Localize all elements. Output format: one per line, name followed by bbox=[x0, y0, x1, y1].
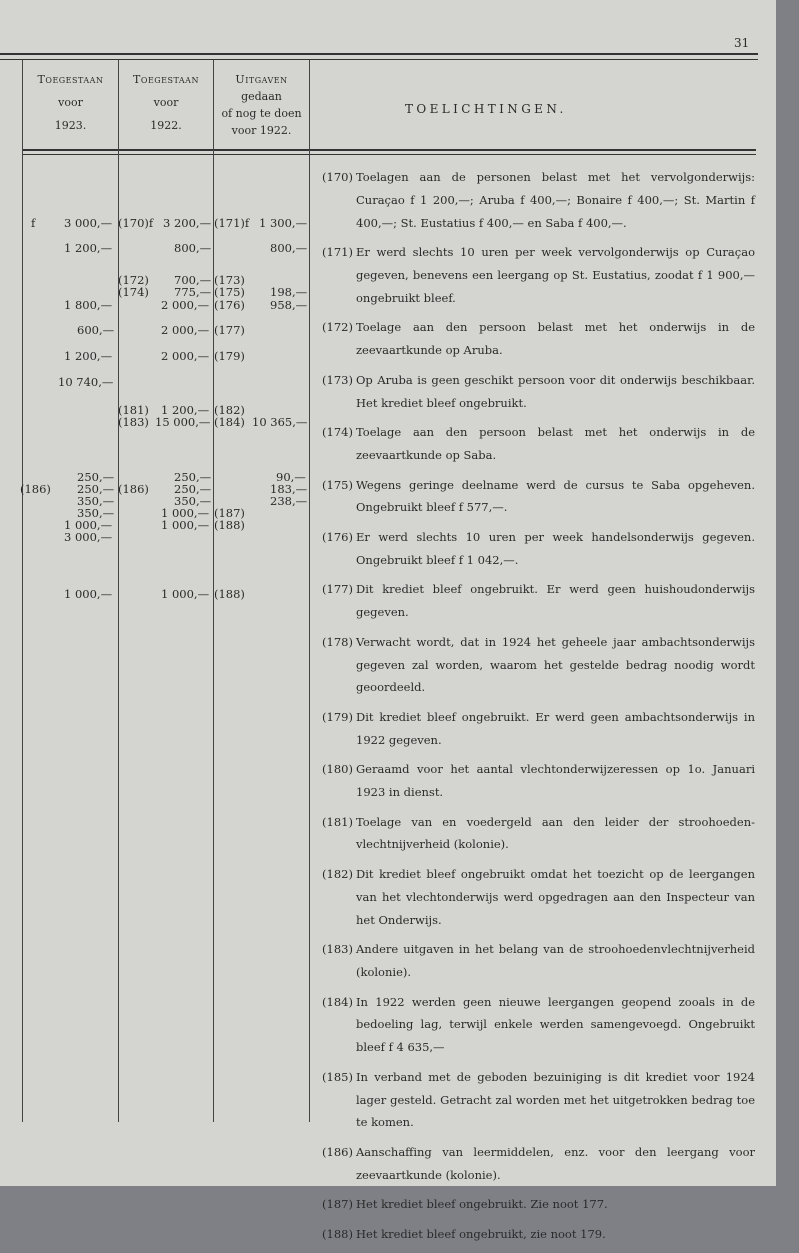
amount-cell: 800,— bbox=[270, 241, 308, 255]
amount-cell: 1 200,— bbox=[161, 403, 210, 417]
note-text: Dit krediet bleef ongebruikt. Er werd geen huishoudonderwijs gegeven. bbox=[356, 582, 755, 620]
note-number: (179) bbox=[322, 709, 353, 724]
note-item bbox=[319, 863, 755, 931]
amount-cell: 350,— bbox=[77, 494, 115, 508]
currency-prefix: f bbox=[31, 216, 36, 230]
amount-cell: 250,— bbox=[77, 482, 115, 496]
amount-cell: 90,— bbox=[276, 470, 306, 484]
note-item bbox=[319, 991, 755, 1059]
header-toegestaan-1923 bbox=[23, 68, 118, 137]
header-title: Uitgaven bbox=[235, 73, 288, 86]
note-item bbox=[319, 421, 755, 467]
amount-cell: 700,— bbox=[174, 273, 212, 287]
note-number: (180) bbox=[322, 762, 353, 777]
note-item bbox=[319, 758, 755, 804]
amount-cell: 250,— bbox=[174, 482, 212, 496]
note-number: (171) bbox=[322, 245, 353, 260]
note-item bbox=[319, 578, 755, 624]
note-ref: (171)f bbox=[214, 216, 250, 230]
note-text: Toelage van en voedergeld aan den leider der stroohoeden-vlechtnijverheid (kolonie). bbox=[356, 814, 755, 852]
note-number: (175) bbox=[322, 477, 353, 492]
note-ref: (182) bbox=[214, 403, 245, 417]
column-divider-3 bbox=[309, 60, 310, 1122]
header-line: voor bbox=[58, 96, 83, 109]
note-number: (188) bbox=[322, 1227, 353, 1242]
note-ref: (181) bbox=[118, 403, 149, 417]
note-text: Dit krediet bleef ongebruikt omdat het toezicht op de leergangen van het vlechtonderwijs werd opgedragen aan den Inspecteur van het Onderwijs. bbox=[356, 867, 755, 927]
amount-cell: 238,— bbox=[270, 494, 308, 508]
note-text: Het krediet bleef ongebruikt. Zie noot 177. bbox=[356, 1197, 608, 1212]
amount-cell: 3 200,— bbox=[163, 216, 212, 230]
note-ref: (183) bbox=[118, 415, 149, 429]
amount-cell: 600,— bbox=[77, 323, 115, 337]
note-text: Wegens geringe deelname werd de cursus te Saba opgeheven. Ongebruikt bleef f 577,—. bbox=[356, 477, 755, 515]
note-number: (187) bbox=[322, 1197, 353, 1212]
amount-cell: 1 000,— bbox=[64, 518, 113, 532]
amount-cell: 1 200,— bbox=[64, 241, 113, 255]
note-ref: (174) bbox=[118, 285, 149, 299]
note-item bbox=[319, 706, 755, 752]
note-number: (178) bbox=[322, 634, 353, 649]
note-item bbox=[319, 166, 755, 234]
amount-cell: 250,— bbox=[77, 470, 115, 484]
notes-list bbox=[319, 166, 755, 1253]
note-text: Op Aruba is geen geschikt persoon voor dit onderwijs beschikbaar. Het krediet bleef ongebruikt. bbox=[356, 372, 755, 410]
header-line: voor 1922. bbox=[231, 124, 292, 137]
note-number: (174) bbox=[322, 425, 353, 440]
amount-cell: 15 000,— bbox=[155, 415, 211, 429]
amount-cell: 10 365,— bbox=[252, 415, 308, 429]
note-number: (183) bbox=[322, 942, 353, 957]
note-item bbox=[319, 1223, 755, 1246]
amount-cell: 2 000,— bbox=[161, 298, 210, 312]
header-toegestaan-1922 bbox=[119, 68, 213, 137]
amount-cell: 2 000,— bbox=[161, 323, 210, 337]
amount-cell: 10 740,— bbox=[58, 375, 114, 389]
note-item bbox=[319, 1066, 755, 1134]
note-text: In verband met de geboden bezuiniging is dit krediet voor 1924 lager gesteld. Getracht zal worden met het uitgetrokken bedrag toe te komen. bbox=[356, 1069, 755, 1130]
header-bottom-rule-thin bbox=[22, 154, 756, 155]
top-rule bbox=[0, 53, 758, 55]
note-text: Andere uitgaven in het belang van de stroohoedenvlechtnijverheid (kolonie). bbox=[356, 942, 755, 980]
note-item bbox=[319, 474, 755, 520]
amount-cell: 350,— bbox=[174, 494, 212, 508]
note-item bbox=[319, 241, 755, 309]
amount-cell: 775,— bbox=[174, 285, 212, 299]
header-year: 1923. bbox=[54, 119, 87, 132]
note-ref: (186) bbox=[20, 482, 51, 496]
amount-cell: 1 300,— bbox=[259, 216, 308, 230]
amount-cell: 1 000,— bbox=[161, 506, 210, 520]
header-bottom-rule bbox=[22, 149, 756, 151]
note-number: (181) bbox=[322, 814, 353, 829]
note-ref: (187) bbox=[214, 506, 245, 520]
note-ref: (176) bbox=[214, 298, 245, 312]
amount-cell: 3 000,— bbox=[64, 530, 113, 544]
amount-cell: 183,— bbox=[270, 482, 308, 496]
note-ref: (184) bbox=[214, 415, 245, 429]
note-number: (173) bbox=[322, 372, 353, 387]
note-item bbox=[319, 631, 755, 699]
header-line: of nog te doen bbox=[221, 107, 302, 120]
amount-cell: 198,— bbox=[270, 285, 308, 299]
note-item bbox=[319, 811, 755, 857]
note-ref: (170)f bbox=[118, 216, 154, 230]
note-ref: (188) bbox=[214, 518, 245, 532]
note-number: (184) bbox=[322, 994, 353, 1009]
note-ref: (179) bbox=[214, 349, 245, 363]
amount-cell: 250,— bbox=[174, 470, 212, 484]
header-line: voor bbox=[153, 96, 179, 109]
amount-cell: 3 000,— bbox=[64, 216, 113, 230]
top-rule-thin bbox=[0, 59, 758, 60]
note-text: Er werd slechts 10 uren per week handelsonderwijs gegeven. Ongebruikt bleef f 1 042,—. bbox=[356, 529, 755, 567]
amount-cell: 350,— bbox=[77, 506, 115, 520]
amount-cell: 2 000,— bbox=[161, 349, 210, 363]
note-number: (177) bbox=[322, 582, 353, 597]
note-ref: (172) bbox=[118, 273, 149, 287]
note-text: Het krediet bleef ongebruikt, zie noot 179. bbox=[356, 1227, 606, 1242]
note-number: (185) bbox=[322, 1069, 353, 1084]
header-year: 1922. bbox=[150, 119, 182, 132]
note-item bbox=[319, 1141, 755, 1187]
page-number: 31 bbox=[734, 36, 750, 50]
note-item bbox=[319, 369, 755, 415]
note-number: (186) bbox=[322, 1145, 353, 1160]
note-ref: (177) bbox=[214, 323, 245, 337]
note-text: In 1922 werden geen nieuwe leergangen geopend zooals in de bedoeling lag, terwijl enkele werden samengevoegd. Ongebruikt bleef f 4 635,— bbox=[356, 994, 755, 1055]
note-text: Geraamd voor het aantal vlechtonderwijzeressen op 1o. Januari 1923 in dienst. bbox=[356, 762, 755, 800]
header-title: Toegestaan bbox=[133, 73, 199, 86]
header-uitgaven bbox=[214, 71, 309, 139]
note-ref: (175) bbox=[214, 285, 245, 299]
note-number: (172) bbox=[322, 320, 353, 335]
amount-cell: 1 200,— bbox=[64, 349, 113, 363]
note-text: Aanschaffing van leermiddelen, enz. voor den leergang voor zeevaartkunde (kolonie). bbox=[356, 1145, 755, 1182]
note-item bbox=[319, 1193, 755, 1216]
amount-cell: 1 800,— bbox=[64, 298, 113, 312]
amount-cell: 800,— bbox=[174, 241, 212, 255]
amount-cell: 958,— bbox=[270, 298, 308, 312]
column-divider-left bbox=[22, 60, 23, 1122]
amount-cell: 1 000,— bbox=[161, 587, 210, 601]
note-ref: (186) bbox=[118, 482, 149, 496]
note-ref: (173) bbox=[214, 273, 245, 287]
note-item bbox=[319, 938, 755, 984]
amount-cell: 1 000,— bbox=[64, 587, 113, 601]
note-text: Toelage aan den persoon belast met het onderwijs in de zeevaartkunde op Aruba. bbox=[356, 320, 755, 358]
note-text: Toelage aan den persoon belast met het onderwijs in de zeevaartkunde op Saba. bbox=[356, 425, 755, 462]
note-text: Toelagen aan de personen belast met het vervolgonderwijs: Curaçao f 1 200,—; Aruba f 400,—; Bonaire f 400,—; St. Martin f 400,—; St. Eustatius f 400,— en Saba f 400,—. bbox=[356, 170, 755, 230]
note-text: Er werd slechts 10 uren per week vervolgonderwijs op Curaçao gegeven, benevens een leergang op St. Eustatius, zoodat f 1 900,— ongebruikt bleef. bbox=[356, 245, 755, 305]
note-number: (170) bbox=[322, 170, 353, 184]
amount-cell: 1 000,— bbox=[161, 518, 210, 532]
note-text: Dit krediet bleef ongebruikt. Er werd geen ambachtsonderwijs in 1922 gegeven. bbox=[356, 709, 755, 747]
header-line: gedaan bbox=[241, 90, 282, 103]
note-text: Verwacht wordt, dat in 1924 het geheele jaar ambachtsonderwijs gegeven zal worden, waarom het gestelde bedrag noodig wordt geoordeeld. bbox=[356, 634, 755, 695]
note-item bbox=[319, 316, 755, 362]
note-number: (182) bbox=[322, 867, 353, 882]
note-ref: (188) bbox=[214, 587, 245, 601]
note-number: (176) bbox=[322, 529, 353, 544]
header-toelichtingen: TOELICHTINGEN. bbox=[405, 102, 567, 116]
header-title: Toegestaan bbox=[37, 73, 104, 86]
note-item bbox=[319, 526, 755, 572]
